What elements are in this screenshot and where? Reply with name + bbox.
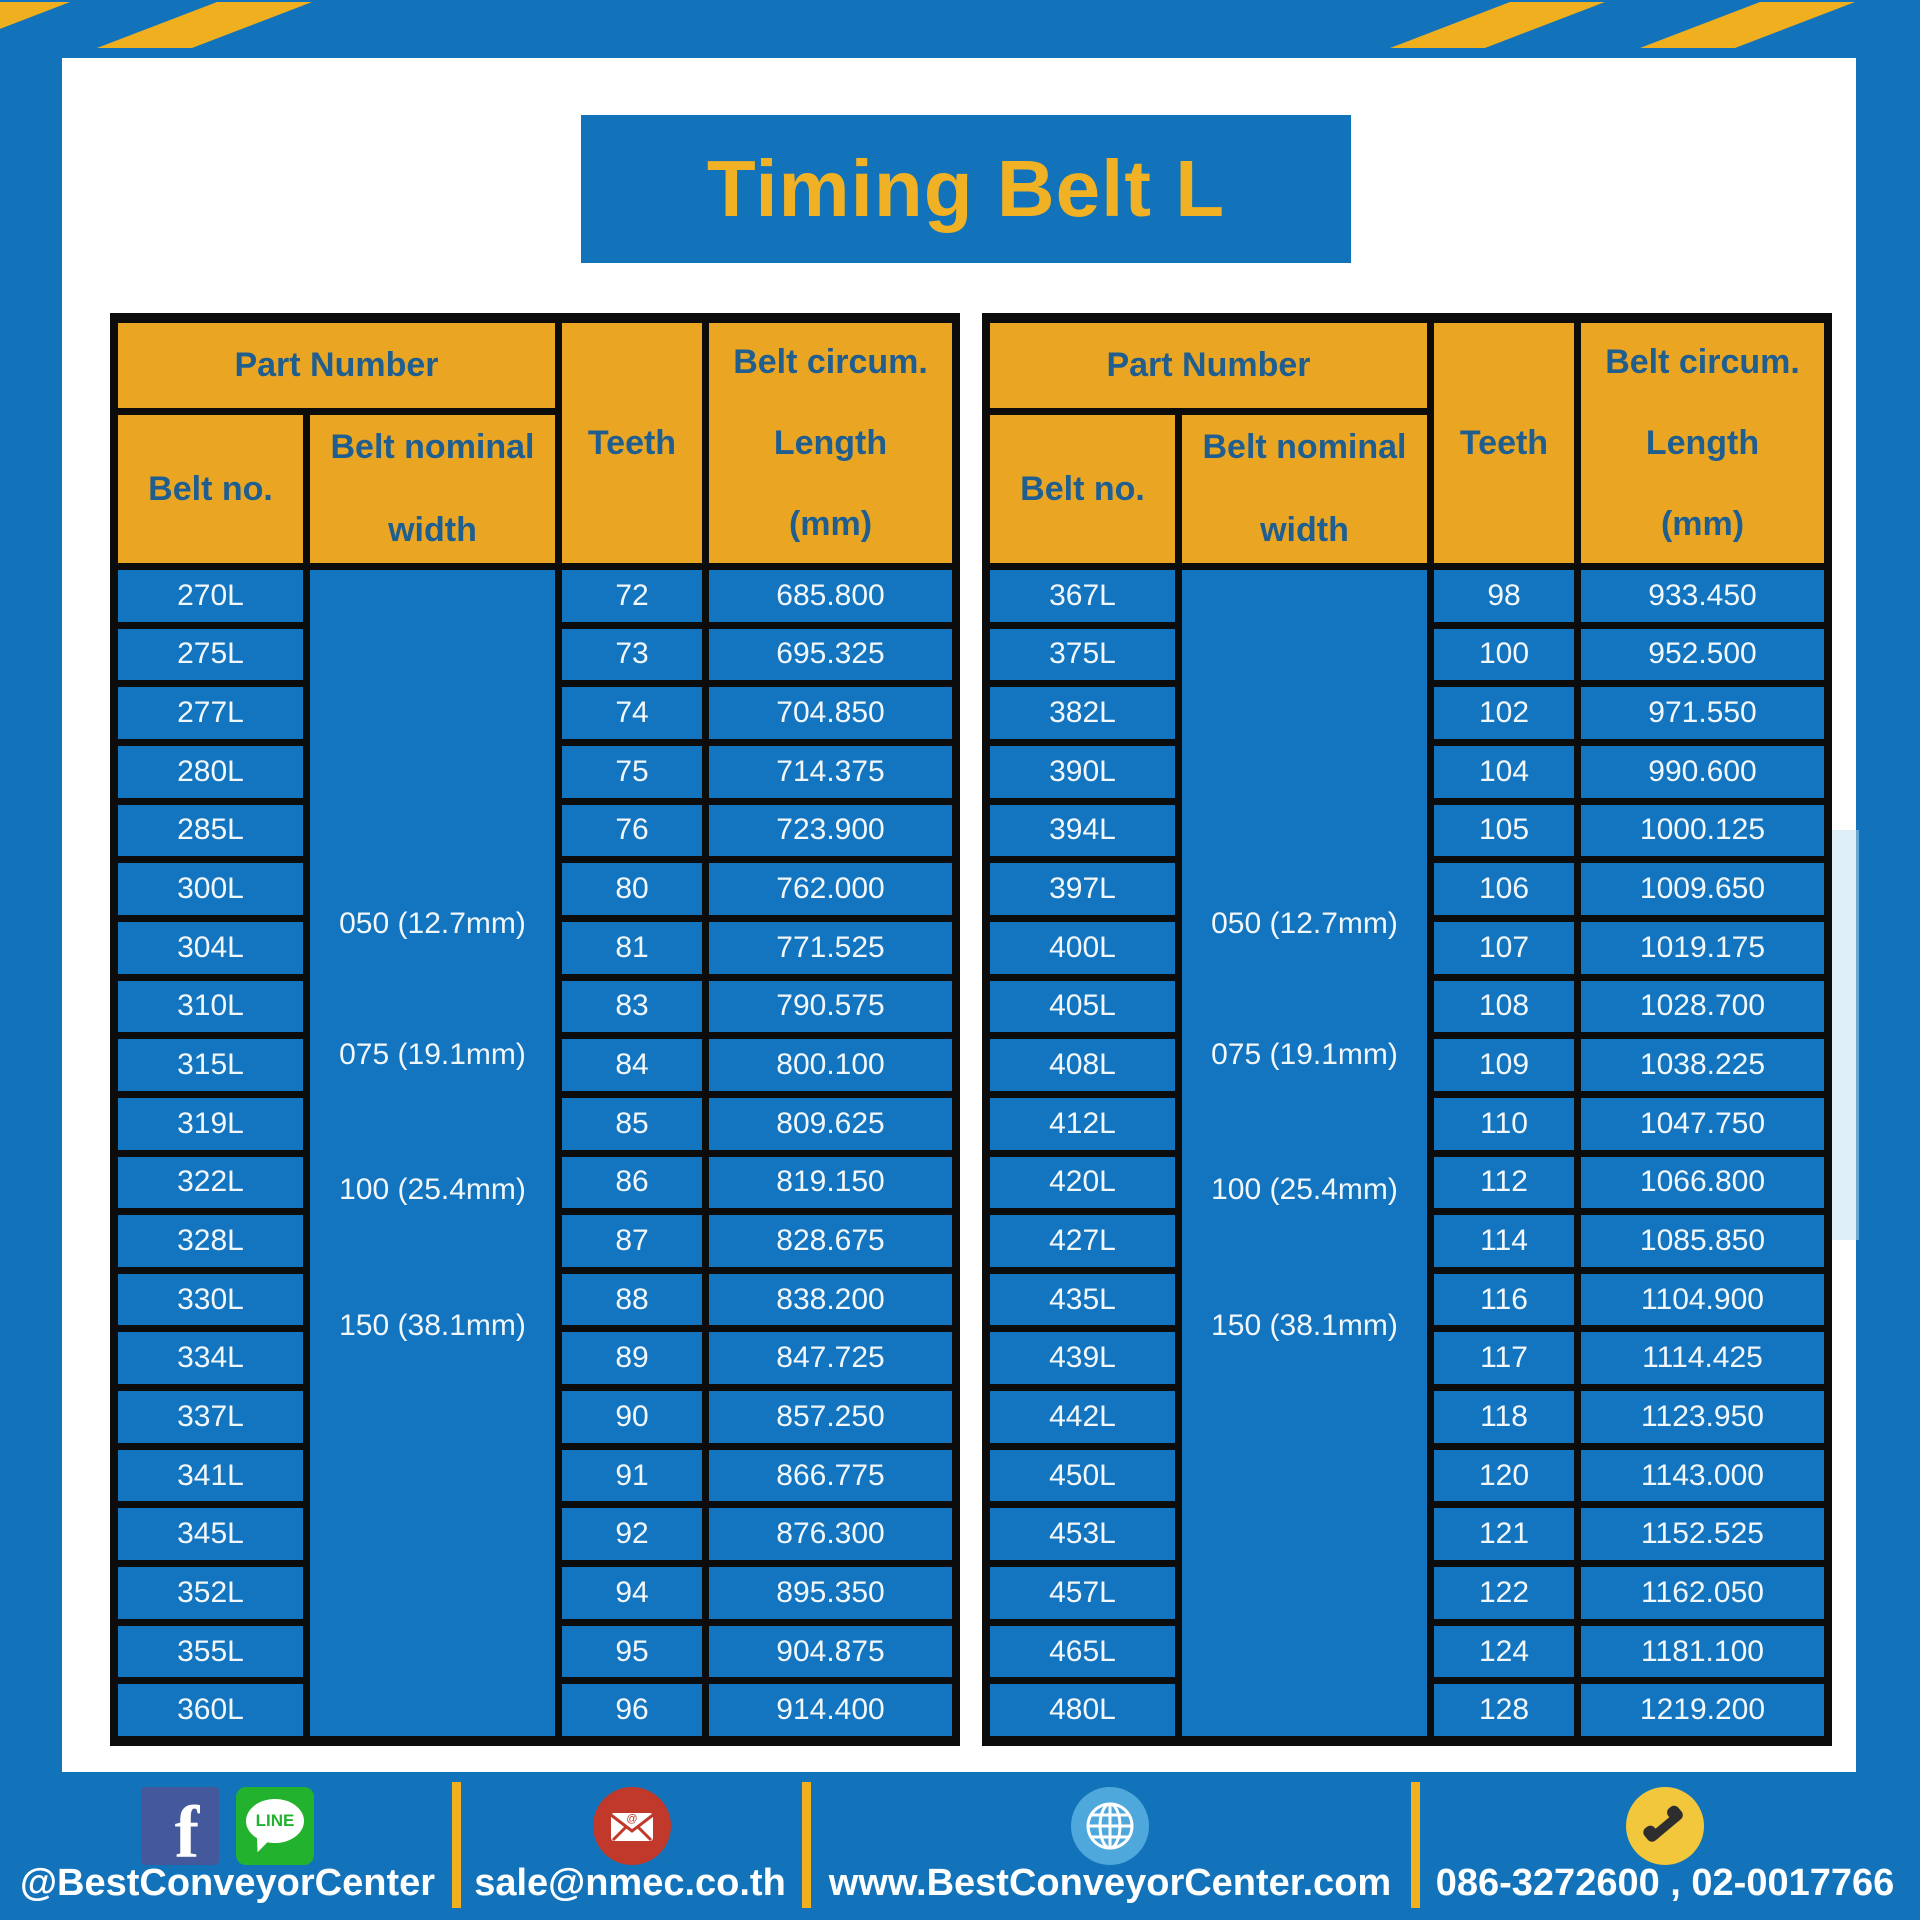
length-cell: 933.450	[1581, 570, 1824, 622]
length-cell: 1181.100	[1581, 1626, 1824, 1678]
website-text: www.BestConveyorCenter.com	[828, 1862, 1392, 1904]
length-cell: 714.375	[709, 746, 952, 798]
belt-no-cell: 427L	[990, 1215, 1175, 1267]
length-cell: 1219.200	[1581, 1684, 1824, 1736]
teeth-cell: 83	[562, 981, 702, 1033]
width-option: 075 (19.1mm)	[339, 1038, 526, 1072]
length-header-line: Belt circum.	[733, 342, 928, 381]
teeth-cell: 95	[562, 1626, 702, 1678]
belt-no-cell: 412L	[990, 1098, 1175, 1150]
belt-no-cell: 435L	[990, 1274, 1175, 1326]
teeth-cell: 75	[562, 746, 702, 798]
length-cell: 1143.000	[1581, 1450, 1824, 1502]
teeth-cell: 90	[562, 1391, 702, 1443]
belt-no-cell: 345L	[118, 1508, 303, 1560]
length-cell: 771.525	[709, 922, 952, 974]
belt-no-cell: 400L	[990, 922, 1175, 974]
width-option: 100 (25.4mm)	[339, 1173, 526, 1207]
teeth-cell: 80	[562, 863, 702, 915]
belt-no-cell: 420L	[990, 1157, 1175, 1209]
width-option: 100 (25.4mm)	[1211, 1173, 1398, 1207]
teeth-cell: 112	[1434, 1157, 1574, 1209]
belt-no-cell: 375L	[990, 629, 1175, 681]
length-cell: 914.400	[709, 1684, 952, 1736]
line-bubble-tail	[252, 1835, 270, 1855]
belt-no-cell: 367L	[990, 570, 1175, 622]
length-cell: 971.550	[1581, 687, 1824, 739]
teeth-cell: 96	[562, 1684, 702, 1736]
belt-no-cell: 453L	[990, 1508, 1175, 1560]
teeth-cell: 92	[562, 1508, 702, 1560]
line-icon	[236, 1787, 314, 1865]
belt-no-cell: 397L	[990, 863, 1175, 915]
hazard-stripe	[0, 2, 70, 48]
teeth-cell: 100	[1434, 629, 1574, 681]
belt-no-cell: 304L	[118, 922, 303, 974]
length-cell: 809.625	[709, 1098, 952, 1150]
teeth-cell: 114	[1434, 1215, 1574, 1267]
part-number-header: Part Number	[990, 323, 1427, 408]
teeth-cell: 117	[1434, 1332, 1574, 1384]
length-cell: 704.850	[709, 687, 952, 739]
length-cell: 1114.425	[1581, 1332, 1824, 1384]
length-cell: 1047.750	[1581, 1098, 1824, 1150]
phone-numbers-text: 086-3272600 , 02-0017766	[1435, 1862, 1895, 1904]
belt-no-cell: 277L	[118, 687, 303, 739]
facebook-letter: f	[174, 1792, 200, 1865]
belt-table-left	[110, 313, 960, 1746]
belt-no-cell: 322L	[118, 1157, 303, 1209]
teeth-cell: 74	[562, 687, 702, 739]
width-option: 150 (38.1mm)	[339, 1308, 526, 1342]
belt-no-cell: 280L	[118, 746, 303, 798]
email-icon	[593, 1787, 671, 1865]
teeth-cell: 94	[562, 1567, 702, 1619]
length-cell: 895.350	[709, 1567, 952, 1619]
hazard-stripe	[1640, 2, 1855, 48]
length-cell: 1038.225	[1581, 1039, 1824, 1091]
length-header-line: Belt circum.	[1605, 342, 1800, 381]
belt-table-right	[982, 313, 1832, 1746]
line-label: LINE	[255, 1811, 295, 1830]
teeth-cell: 72	[562, 570, 702, 622]
belt-no-cell: 457L	[990, 1567, 1175, 1619]
belt-no-cell: 328L	[118, 1215, 303, 1267]
teeth-cell: 102	[1434, 687, 1574, 739]
length-cell: 790.575	[709, 981, 952, 1033]
length-cell: 828.675	[709, 1215, 952, 1267]
belt-no-cell: 439L	[990, 1332, 1175, 1384]
width-header-line: width	[388, 511, 477, 549]
belt-no-cell: 341L	[118, 1450, 303, 1502]
length-cell: 857.250	[709, 1391, 952, 1443]
belt-no-cell: 310L	[118, 981, 303, 1033]
teeth-cell: 85	[562, 1098, 702, 1150]
length-header-line: Length	[773, 423, 888, 462]
teeth-cell: 81	[562, 922, 702, 974]
teeth-cell: 118	[1434, 1391, 1574, 1443]
length-cell: 904.875	[709, 1626, 952, 1678]
teeth-cell: 104	[1434, 746, 1574, 798]
length-cell: 1123.950	[1581, 1391, 1824, 1443]
length-header-line: Length	[1645, 423, 1760, 462]
teeth-cell: 109	[1434, 1039, 1574, 1091]
length-cell: 1104.900	[1581, 1274, 1824, 1326]
belt-circum-length-header	[1581, 323, 1824, 563]
belt-no-cell: 382L	[990, 687, 1175, 739]
belt-no-cell: 355L	[118, 1626, 303, 1678]
social-handle-text: @BestConveyorCenter	[19, 1862, 436, 1904]
belt-no-cell: 270L	[118, 570, 303, 622]
length-cell: 685.800	[709, 570, 952, 622]
width-option: 050 (12.7mm)	[339, 907, 526, 941]
belt-no-cell: 390L	[990, 746, 1175, 798]
teeth-cell: 76	[562, 805, 702, 857]
teeth-cell: 116	[1434, 1274, 1574, 1326]
title-banner	[581, 115, 1351, 263]
belt-no-cell: 334L	[118, 1332, 303, 1384]
length-cell: 847.725	[709, 1332, 952, 1384]
hazard-stripe	[97, 2, 312, 48]
belt-no-header: Belt no.	[118, 415, 303, 563]
length-cell: 838.200	[709, 1274, 952, 1326]
globe-icon	[1071, 1787, 1149, 1865]
footer-divider	[1411, 1782, 1420, 1908]
belt-no-cell: 450L	[990, 1450, 1175, 1502]
part-number-header: Part Number	[118, 323, 555, 408]
length-header-line: (mm)	[1660, 504, 1745, 543]
width-option: 075 (19.1mm)	[1211, 1038, 1398, 1072]
line-bubble	[246, 1799, 304, 1843]
length-cell: 1009.650	[1581, 863, 1824, 915]
teeth-cell: 120	[1434, 1450, 1574, 1502]
length-cell: 1066.800	[1581, 1157, 1824, 1209]
belt-no-cell: 465L	[990, 1626, 1175, 1678]
belt-no-cell: 319L	[118, 1098, 303, 1150]
belt-no-cell: 394L	[990, 805, 1175, 857]
teeth-header: Teeth	[562, 323, 702, 563]
teeth-cell: 121	[1434, 1508, 1574, 1560]
length-cell: 1019.175	[1581, 922, 1824, 974]
page-title: Timing Belt L	[706, 144, 1226, 233]
teeth-cell: 105	[1434, 805, 1574, 857]
teeth-cell: 89	[562, 1332, 702, 1384]
teeth-cell: 73	[562, 629, 702, 681]
belt-no-cell: 408L	[990, 1039, 1175, 1091]
belt-no-cell: 300L	[118, 863, 303, 915]
belt-no-cell: 337L	[118, 1391, 303, 1443]
belt-no-cell: 275L	[118, 629, 303, 681]
length-cell: 723.900	[709, 805, 952, 857]
belt-no-cell: 405L	[990, 981, 1175, 1033]
teeth-header: Teeth	[1434, 323, 1574, 563]
teeth-cell: 124	[1434, 1626, 1574, 1678]
belt-no-cell: 442L	[990, 1391, 1175, 1443]
teeth-cell: 84	[562, 1039, 702, 1091]
teeth-cell: 122	[1434, 1567, 1574, 1619]
width-option: 050 (12.7mm)	[1211, 907, 1398, 941]
teeth-cell: 108	[1434, 981, 1574, 1033]
teeth-cell: 91	[562, 1450, 702, 1502]
width-option: 150 (38.1mm)	[1211, 1308, 1398, 1342]
length-cell: 819.150	[709, 1157, 952, 1209]
length-cell: 876.300	[709, 1508, 952, 1560]
length-cell: 990.600	[1581, 746, 1824, 798]
length-cell: 1162.050	[1581, 1567, 1824, 1619]
belt-circum-length-header	[709, 323, 952, 563]
belt-no-cell: 360L	[118, 1684, 303, 1736]
length-cell: 866.775	[709, 1450, 952, 1502]
length-cell: 952.500	[1581, 629, 1824, 681]
length-cell: 1028.700	[1581, 981, 1824, 1033]
teeth-cell: 88	[562, 1274, 702, 1326]
length-cell: 1152.525	[1581, 1508, 1824, 1560]
hazard-stripe	[1390, 2, 1605, 48]
width-header-line: Belt nominal	[1202, 428, 1407, 466]
belt-no-header: Belt no.	[990, 415, 1175, 563]
length-cell: 1085.850	[1581, 1215, 1824, 1267]
belt-no-cell: 480L	[990, 1684, 1175, 1736]
teeth-cell: 86	[562, 1157, 702, 1209]
length-cell: 695.325	[709, 629, 952, 681]
belt-no-cell: 330L	[118, 1274, 303, 1326]
width-column-merged-cell	[1182, 570, 1427, 1736]
teeth-cell: 98	[1434, 570, 1574, 622]
svg-text:@: @	[626, 1813, 638, 1825]
belt-no-cell: 285L	[118, 805, 303, 857]
length-cell: 800.100	[709, 1039, 952, 1091]
phone-icon	[1626, 1787, 1704, 1865]
facebook-icon	[141, 1787, 219, 1865]
teeth-cell: 87	[562, 1215, 702, 1267]
belt-nominal-width-header	[1182, 415, 1427, 563]
belt-no-cell: 315L	[118, 1039, 303, 1091]
teeth-cell: 110	[1434, 1098, 1574, 1150]
width-header-line: width	[1260, 511, 1349, 549]
teeth-cell: 128	[1434, 1684, 1574, 1736]
width-header-line: Belt nominal	[330, 428, 535, 466]
length-cell: 1000.125	[1581, 805, 1824, 857]
length-header-line: (mm)	[788, 504, 873, 543]
teeth-cell: 107	[1434, 922, 1574, 974]
belt-nominal-width-header	[310, 415, 555, 563]
length-cell: 762.000	[709, 863, 952, 915]
teeth-cell: 106	[1434, 863, 1574, 915]
width-column-merged-cell	[310, 570, 555, 1736]
belt-no-cell: 352L	[118, 1567, 303, 1619]
email-text: sale@nmec.co.th	[474, 1862, 786, 1904]
